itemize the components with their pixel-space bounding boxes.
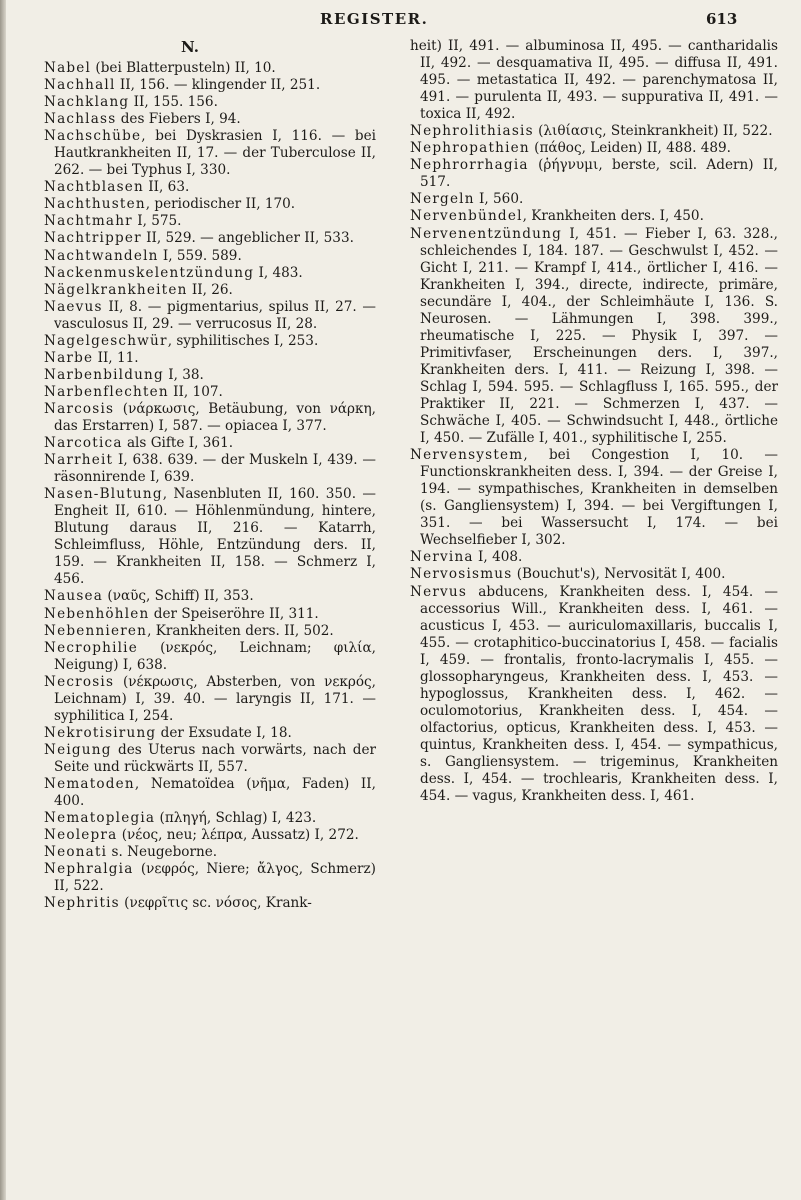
index-entry bbox=[44, 435, 376, 452]
index-entry bbox=[44, 350, 376, 367]
entry-references: (νεφρός, Niere; ἄλγος, Schmerz) II, 522. bbox=[54, 861, 376, 895]
section-letter: N. bbox=[181, 38, 199, 56]
index-entry bbox=[44, 230, 376, 247]
index-entry bbox=[410, 447, 778, 549]
page-number: 613 bbox=[706, 10, 738, 28]
entry-references: , syphilitisches I, 253. bbox=[167, 332, 319, 349]
index-entry bbox=[44, 128, 376, 179]
entry-references: II, 107. bbox=[168, 383, 223, 400]
index-entry bbox=[44, 367, 376, 384]
index-entry bbox=[44, 282, 376, 299]
entry-headword: Neonati bbox=[44, 844, 108, 861]
index-entry bbox=[410, 140, 778, 157]
entry-references: (νέος, neu; λέπρα, Aussatz) I, 272. bbox=[117, 827, 359, 844]
index-entry bbox=[44, 844, 376, 861]
index-entry bbox=[44, 776, 376, 810]
entry-headword: Nabel bbox=[44, 60, 92, 76]
entry-headword: Nachhall bbox=[44, 77, 116, 94]
entry-references: abducens, Krankheiten dess. I, 454. — accessorius Will., Krankheiten dess. I, 461. — acusticus I, 453. — auriculomaxillaris, buccalis I, 455. — crotaphitico-buccinatorius I, 458. — facialis I, 459. — frontalis, fronto-lacrymalis I, 455. — glossopharyngeus, Krankheiten dess. I, 453. — hypoglossus, Krankheiten dess. I, 462. — oculomotorius, Krankheiten dess. I, 454. — olfactorius, opticus, Krankheiten dess. I, 453. — quintus, Krankheiten dess. I, 454. — sympathicus, s. Gangliensystem. — trigeminus, Krankheiten dess. I, 454. — trochlearis, Krankheiten dess. I, 454. — vagus, Krankheiten dess. I, 461. bbox=[420, 583, 778, 805]
entry-headword: Narcotica bbox=[44, 435, 123, 452]
entry-headword: Nervus bbox=[410, 583, 468, 600]
entry-references: II, 63. bbox=[143, 179, 190, 196]
index-entry bbox=[44, 299, 376, 333]
entry-references: (ναῦς, Schiff) II, 353. bbox=[103, 588, 254, 605]
entry-headword: Narrheit bbox=[44, 452, 114, 469]
entry-references: I, 575. bbox=[132, 213, 182, 230]
entry-references: I, 559. 589. bbox=[158, 247, 242, 264]
index-entry bbox=[44, 94, 376, 111]
index-entry bbox=[44, 111, 376, 128]
entry-headword: Nervina bbox=[410, 549, 474, 566]
entry-headword: Nasen-Blutung bbox=[44, 486, 163, 503]
entry-references: , bei Congestion I, 10. — Functionskrankheiten dess. I, 394. — der Greise I, 194. — sympathisches, Krankheiten in demselben (s. Gangliensystem) I, 394. — bei Vergiftungen I, 351. — bei Wassersucht I, 174. — bei Wechselfieber I, 302. bbox=[420, 447, 778, 549]
entry-references: II, 156. — klingender II, 251. bbox=[115, 77, 321, 94]
index-entry bbox=[410, 38, 778, 123]
entry-headword: Naevus bbox=[44, 298, 103, 315]
entry-headword: Nekrotisirung bbox=[44, 724, 157, 741]
index-entry bbox=[410, 549, 778, 566]
index-entry bbox=[410, 584, 778, 806]
index-entry bbox=[410, 157, 778, 191]
entry-references: II, 11. bbox=[93, 349, 139, 366]
entry-headword: Nachtwandeln bbox=[44, 247, 159, 264]
entry-headword: Nematoplegia bbox=[44, 810, 156, 827]
entry-headword: Nausea bbox=[44, 588, 104, 605]
entry-headword: Necrosis bbox=[44, 673, 115, 690]
entry-references: (πληγή, Schlag) I, 423. bbox=[155, 810, 317, 827]
running-title: REGISTER. bbox=[320, 10, 429, 28]
entry-headword: Nebenhöhlen bbox=[44, 605, 150, 622]
index-entry bbox=[410, 123, 778, 140]
entry-references: (λιθίασις, Steinkrankheit) II, 522. bbox=[533, 123, 773, 140]
index-entry bbox=[44, 810, 376, 827]
entry-headword: Nagelgeschwür bbox=[44, 332, 168, 349]
entry-headword: Nebennieren bbox=[44, 622, 148, 639]
entry-references: , bei Dyskrasien I, 116. — bei Hautkrankheiten II, 17. — der Tuberculose II, 262. — bei Typhus I, 330. bbox=[54, 128, 376, 179]
entry-references: II, 26. bbox=[187, 281, 233, 298]
entry-headword: Nematoden bbox=[44, 775, 135, 792]
index-entry bbox=[44, 333, 376, 350]
entry-headword: Necrophilie bbox=[44, 639, 138, 656]
entry-headword: Nachtmahr bbox=[44, 213, 133, 230]
index-entry bbox=[44, 606, 376, 623]
index-entry bbox=[44, 401, 376, 435]
entry-references: II, 155. 156. bbox=[129, 94, 218, 111]
entry-references: II, 529. — angeblicher II, 533. bbox=[141, 230, 354, 247]
index-entry bbox=[44, 742, 376, 776]
entry-references: (νεφρῖτις sc. νόσος, Krank- bbox=[119, 895, 312, 912]
entry-headword: Nachklang bbox=[44, 94, 130, 111]
entry-references: (νέκρωσις, Absterben, von νεκρός, Leichnam) I, 39. 40. — laryngis II, 171. — syphilitica I, 254. bbox=[54, 673, 376, 724]
entry-headword: Narcosis bbox=[44, 400, 115, 417]
entry-references: als Gifte I, 361. bbox=[122, 435, 234, 452]
index-entry bbox=[44, 895, 376, 912]
index-entry bbox=[410, 208, 778, 225]
entry-headword: Nervensystem bbox=[410, 447, 524, 464]
index-entry bbox=[44, 674, 376, 725]
index-entry bbox=[44, 384, 376, 401]
running-head bbox=[0, 10, 801, 34]
index-entry bbox=[44, 213, 376, 230]
left-column bbox=[44, 38, 376, 912]
entry-headword: Nephrolithiasis bbox=[410, 123, 534, 140]
right-column bbox=[410, 38, 778, 805]
entry-references: (bei Blatterpusteln) II, 10. bbox=[91, 60, 276, 76]
entry-references: , Nematoïdea (νῆμα, Faden) II, 400. bbox=[54, 775, 376, 810]
index-entry bbox=[44, 486, 376, 588]
index-entry bbox=[410, 566, 778, 583]
index-entry bbox=[44, 179, 376, 196]
entry-headword: Nachthusten bbox=[44, 196, 146, 213]
entry-references: (Bouchut's), Nervosität I, 400. bbox=[512, 566, 726, 583]
entry-references: II, 8. — pigmentarius, spilus II, 27. — vasculosus II, 29. — verrucosus II, 28. bbox=[54, 298, 376, 332]
entry-references: , periodischer II, 170. bbox=[145, 196, 296, 213]
entry-references: I, 451. — Fieber I, 63. 328., schleichendes I, 184. 187. — Geschwulst I, 452. — Gicht I, 211. — Krampf I, 414., örtlicher I, 416. — Krankheiten I, 394., directe, indirecte, primäre, secundäre I, 404., der Schleimhäute I, 136. S. Neurosen. — Lähmungen I, 398. 399., rheumatische I, 225. — Physik I, 397. — Primitivfaser, Erscheinungen ders. I, 397., Krankheiten ders. I, 411. — Reizung I, 398. — Schlag I, 594. 595. — Schlagfluss I, 165. 595., der Praktiker II, 221. — Schmerzen I, 437. — Schwäche I, 405. — Schwindsucht I, 448., örtliche I, 450. — Zufälle I, 401., syphilitische I, 255. bbox=[420, 225, 778, 447]
index-entry bbox=[44, 248, 376, 265]
entry-headword: Nephrorrhagia bbox=[410, 157, 529, 174]
entry-headword: Nephritis bbox=[44, 895, 120, 912]
entry-headword: Nachschübe bbox=[44, 128, 142, 145]
entry-headword: Nachtripper bbox=[44, 230, 142, 247]
book-spine-shadow bbox=[0, 0, 6, 1200]
entry-headword: Neigung bbox=[44, 741, 112, 758]
entry-references: des Uterus nach vorwärts, nach der Seite und rückwärts II, 557. bbox=[54, 741, 376, 775]
entry-references: , Krankheiten ders. II, 502. bbox=[147, 622, 334, 639]
entry-references: , Nasenbluten II, 160. 350. — Engheit II, 610. — Höhlenmündung, hintere, Blutung daraus II, 216. — Katarrh, Schleimfluss, Höhle, Entzündung ders. II, 159. — Krankheiten II, 158. — Schmerz I, 456. bbox=[54, 486, 376, 588]
entry-headword: Narbenflechten bbox=[44, 383, 169, 400]
entry-headword: Narbe bbox=[44, 349, 94, 366]
entry-headword: Nervosismus bbox=[410, 566, 513, 583]
index-entry bbox=[410, 191, 778, 208]
entry-headword: Nägelkrankheiten bbox=[44, 281, 188, 298]
entry-references: , Krankheiten ders. I, 450. bbox=[522, 208, 704, 225]
entry-headword: Nachtblasen bbox=[44, 179, 144, 196]
entry-references: I, 483. bbox=[254, 264, 303, 281]
entry-references: des Fiebers I, 94. bbox=[116, 111, 241, 128]
entry-headword: Nergeln bbox=[410, 191, 475, 208]
index-entry bbox=[44, 725, 376, 742]
index-entry bbox=[44, 827, 376, 844]
index-entry bbox=[44, 588, 376, 605]
entry-headword: Nackenmuskelentzündung bbox=[44, 264, 255, 281]
entry-headword: Nephropathien bbox=[410, 140, 530, 157]
index-entry bbox=[44, 452, 376, 486]
entry-headword: Neolepra bbox=[44, 827, 118, 844]
entry-references: s. Neugeborne. bbox=[107, 844, 218, 861]
index-entry bbox=[44, 265, 376, 282]
entry-references: I, 408. bbox=[473, 549, 523, 566]
entry-references: (νεκρός, Leichnam; φιλία, Neigung) I, 638. bbox=[54, 639, 376, 673]
entry-references: I, 638. 639. — der Muskeln I, 439. — räsonnirende I, 639. bbox=[54, 452, 376, 486]
entry-references: (πάθος, Leiden) II, 488. 489. bbox=[529, 140, 732, 157]
entry-references: heit) II, 491. — albuminosa II, 495. — cantharidalis II, 492. — desquamativa II, 495. — diffusa II, 491. 495. — metastatica II, 492. — parenchymatosa II, 491. — purulenta II, 493. — suppurativa II, 491. — toxica II, 492. bbox=[410, 38, 778, 123]
index-entry bbox=[44, 640, 376, 674]
entry-references: der Speiseröhre II, 311. bbox=[149, 605, 319, 622]
index-entry bbox=[44, 861, 376, 895]
entry-references: der Exsudate I, 18. bbox=[156, 724, 292, 741]
entry-headword: Nervenentzündung bbox=[410, 225, 562, 242]
index-entry bbox=[44, 77, 376, 94]
index-entry bbox=[44, 60, 376, 77]
entry-references: I, 38. bbox=[163, 366, 204, 383]
entry-headword: Narbenbildung bbox=[44, 366, 164, 383]
index-entry bbox=[44, 196, 376, 213]
entry-headword: Nervenbündel bbox=[410, 208, 523, 225]
index-entry bbox=[410, 226, 778, 448]
entry-references: (ῥήγνυμι, berste, scil. Adern) II, 517. bbox=[420, 157, 778, 191]
entry-headword: Nachlass bbox=[44, 111, 117, 128]
entry-references: I, 560. bbox=[474, 191, 524, 208]
entry-references: (νάρκωσις, Betäubung, von νάρκη, das Erstarren) I, 587. — opiacea I, 377. bbox=[54, 400, 376, 434]
index-entry bbox=[44, 623, 376, 640]
entry-headword: Nephralgia bbox=[44, 861, 134, 878]
